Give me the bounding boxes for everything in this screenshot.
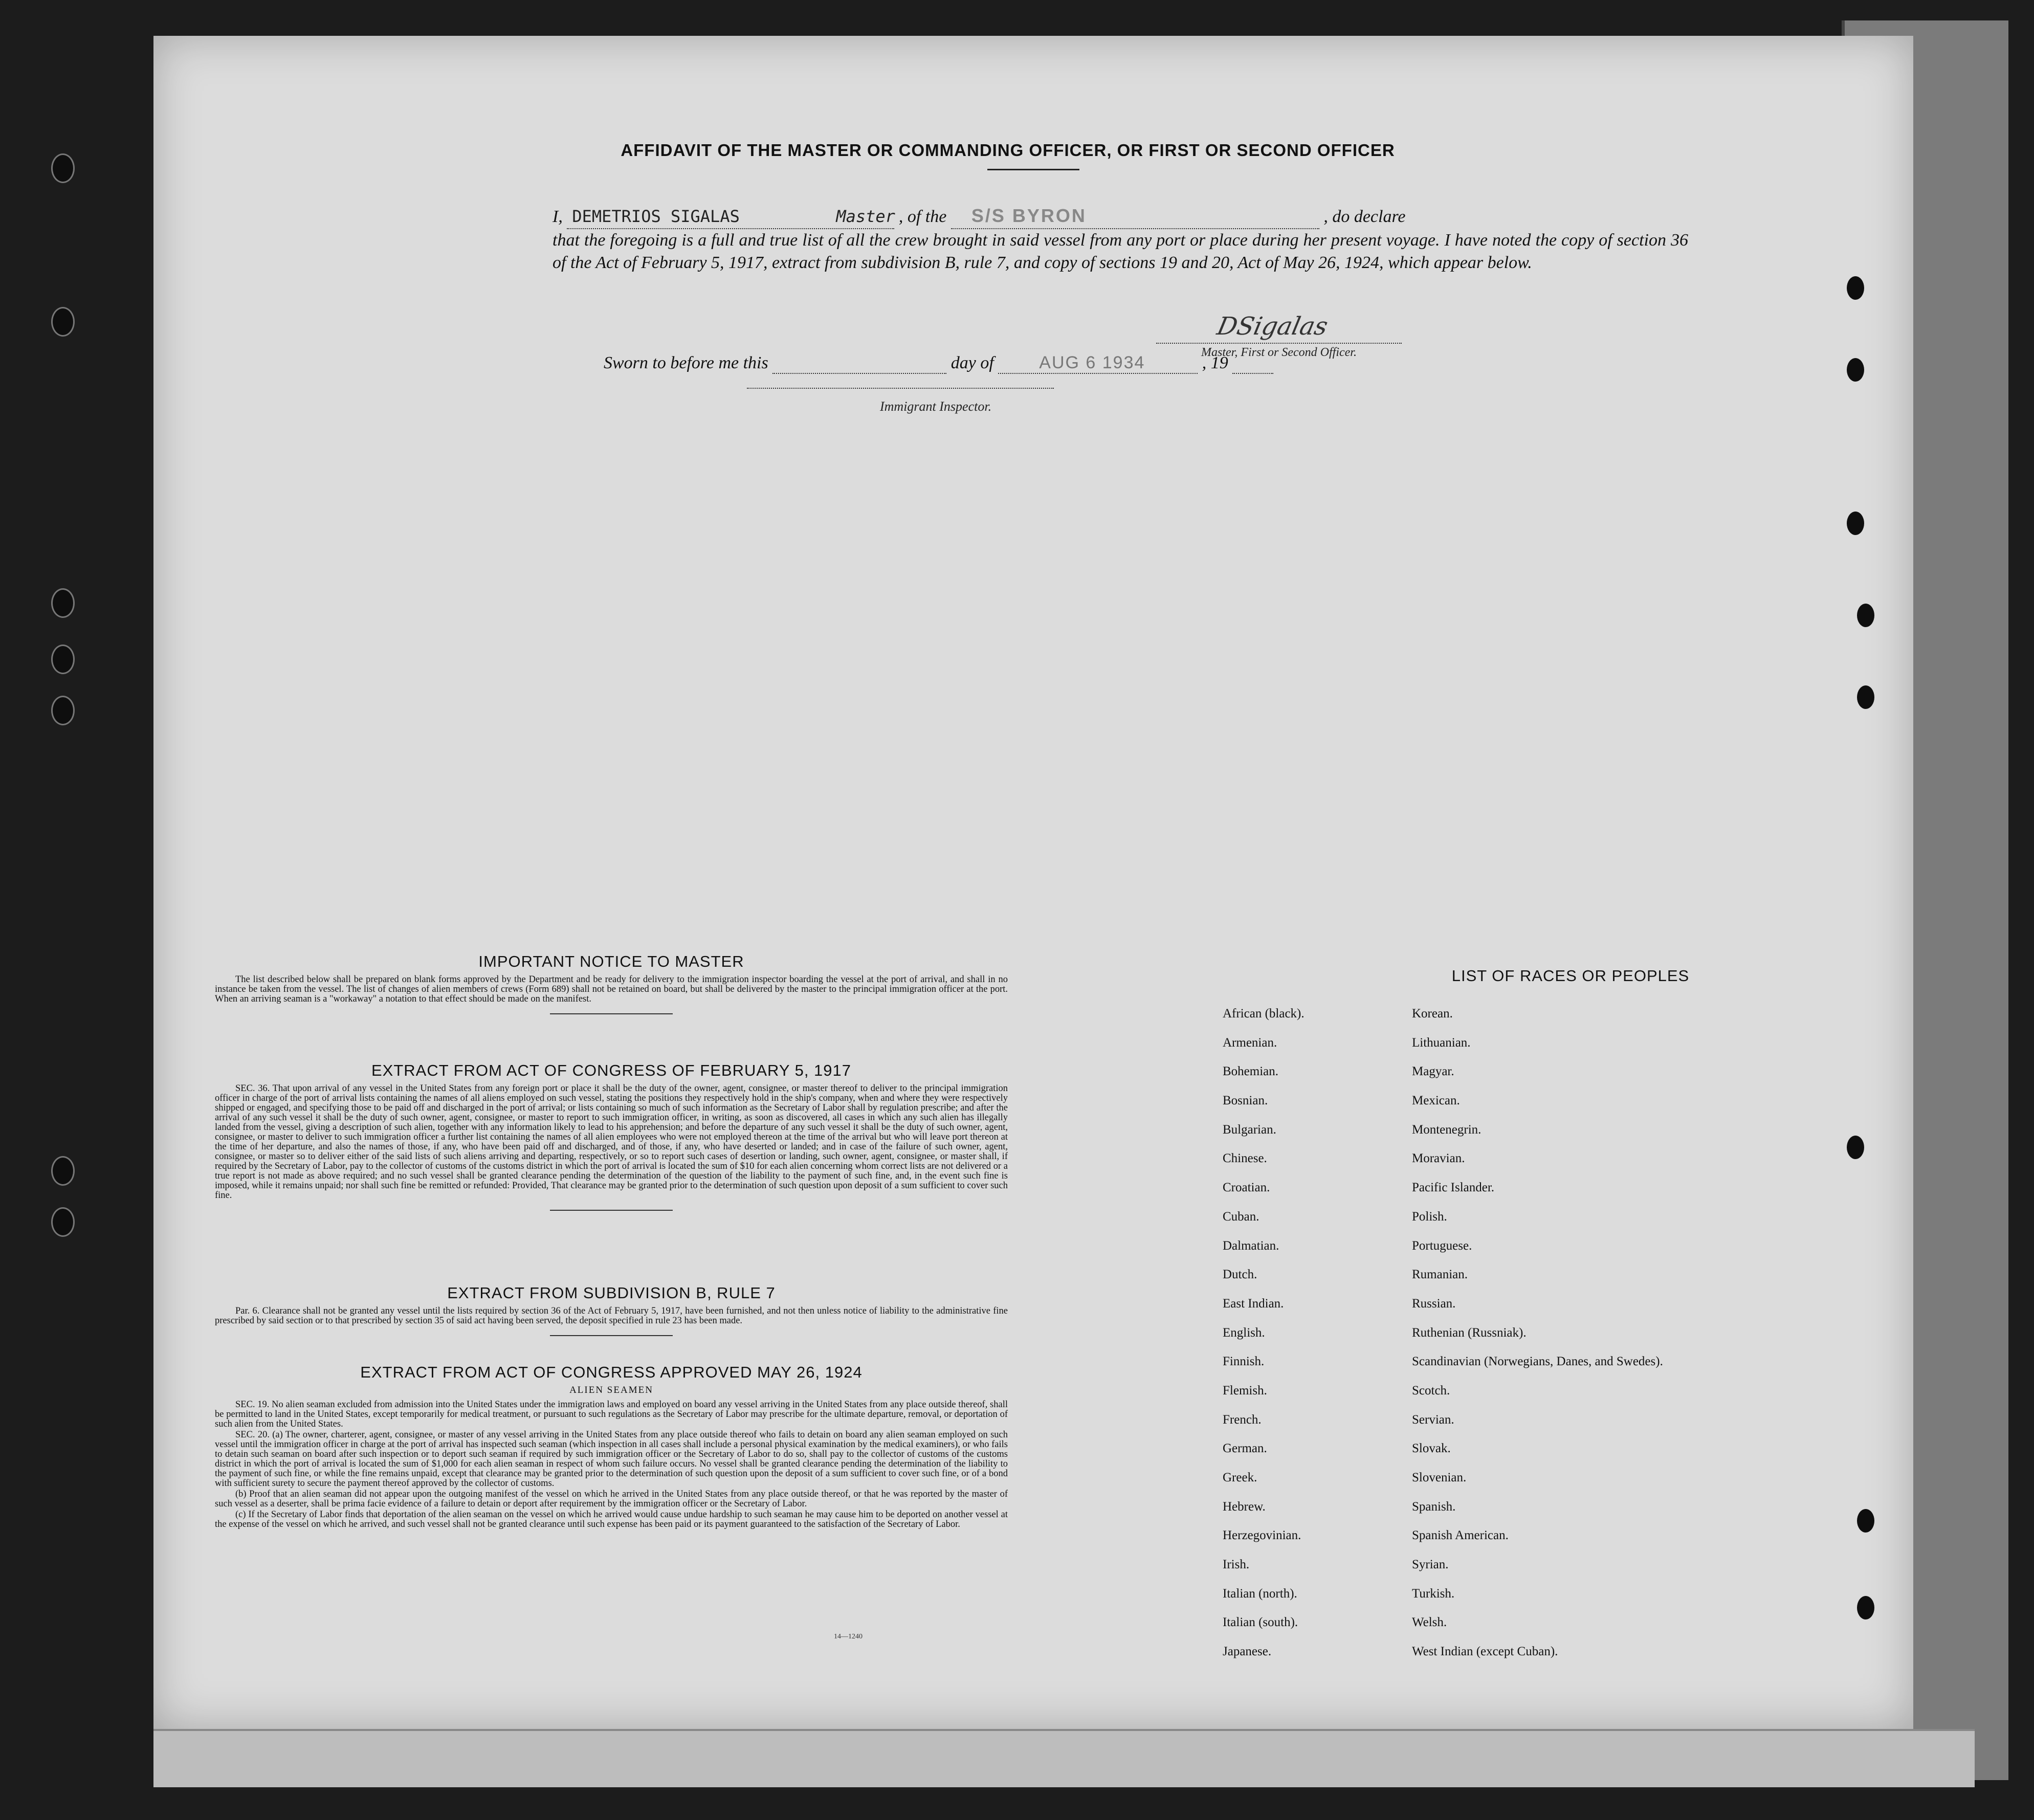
form-number: 14—1240 <box>834 1633 863 1640</box>
punch-hole <box>51 153 75 183</box>
race-item: African (black). <box>1223 1007 1305 1020</box>
race-item: Flemish. <box>1223 1383 1267 1397</box>
sworn-month-field <box>998 353 1198 374</box>
section-rule <box>550 1210 673 1211</box>
declare-label: , do declare <box>1323 207 1406 226</box>
section-rule <box>550 1013 673 1014</box>
notice-to-master <box>215 952 1008 1014</box>
race-item: Greek. <box>1223 1471 1257 1484</box>
section-rule <box>550 1335 673 1336</box>
day-of-label: day of <box>950 353 994 372</box>
punch-hole <box>51 307 75 337</box>
race-item: Portuguese. <box>1412 1238 1472 1253</box>
races-column-2 <box>1412 1007 1663 1674</box>
extract-1924-sec20b: (b) Proof that an alien seaman did not appear upon the outgoing manifest of the vessel on which he arrived in the United States from any place outside thereof, or that he was reported by the master of such vessel as a deserter, shall be prima facie evidence of a failure to detain or deport after requirement by the immigration officer or the Secretary of Labor. <box>215 1489 1008 1509</box>
title-rule <box>987 169 1079 170</box>
punch-hole <box>1857 685 1874 709</box>
extract-rule7-title: EXTRACT FROM SUBDIVISION B, RULE 7 <box>447 1284 776 1302</box>
sworn-line <box>604 353 1422 374</box>
punch-hole <box>1857 1509 1874 1533</box>
race-item: Bulgarian. <box>1223 1122 1276 1137</box>
punch-hole <box>1847 1136 1864 1159</box>
race-item: Croatian. <box>1223 1181 1270 1195</box>
extract-1924-sec20c: (c) If the Secretary of Labor finds that deportation of the alien seaman on the vessel on which he arrived would cause undue hardship to such seaman he may cause him to be deported on another vessel at the expense of the vessel on which he arrived, and such vessel shall not be granted clearance until such expense has been paid or its payment guaranteed to the satisfaction of the Secretary of Labor. <box>215 1510 1008 1529</box>
race-item: Ruthenian (Russniak). <box>1412 1325 1527 1340</box>
race-item: Slovak. <box>1412 1441 1451 1456</box>
notice-text: The list described below shall be prepared on blank forms approved by the Department and be ready for delivery to the immigration inspector boarding the vessel at the port of arrival, and shall in no instance be taken from the vessel. The list of changes of alien members of crews (Form 689) shall not be retained on board, but shall be delivered by the master to the principal immigration officer at the port. When an arriving seaman is a "workaway" a notation to that effect should be made on the manifest. <box>215 974 1008 1004</box>
race-item: Montenegrin. <box>1412 1122 1482 1137</box>
signature-caption: Master, First or Second Officer. <box>1201 346 1357 359</box>
punch-hole <box>1847 512 1864 535</box>
extract-1924-title: EXTRACT FROM ACT OF CONGRESS APPROVED MAY 26, 1924 <box>360 1363 863 1381</box>
extract-1917 <box>215 1061 1008 1211</box>
punch-hole <box>1847 358 1864 382</box>
races-title: LIST OF RACES OR PEOPLES <box>1451 967 1690 985</box>
punch-hole <box>51 696 75 725</box>
extract-1917-text: SEC. 36. That upon arrival of any vessel in the United States from any foreign port or place it shall be the duty of the owner, agent, consignee, or master thereof to deliver to the principal immigration officer in charge of the port of arrival lists containing the names of all aliens employed on such vessel, stating the positions they respectively hold in the ship's company, when and where they were respectively shipped or engaged, and specifying those to be paid off and discharged in the port of arrival; or lists containing so much of such information as the Secretary of Labor shall by regulation prescribe; and after the arrival of any such vessel it shall be the duty of such owner, agent, consignee, or master to report to such immigration officer, in writing, as soon as discovered, all cases in which any such alien has illegally landed from the vessel, giving a description of such alien, together with any information likely to lead to his apprehension; and before the departure of any such vessel it shall be the duty of such owner, agent, consignee, or master to deliver to such immigration officer a further list containing the names of all alien employees who were not employed thereon at the time of the arrival but who will leave port thereon at the time of her departure, and also the names of those, if any, who have been paid off and discharged, and of those, if any, who have deserted or landed; and in case of the failure of such owner, agent, consignee, or master so to deliver either of the said lists of such aliens arriving and departing, respectively, or so to report such cases of desertion or landing, such owner, agent, consignee, or master shall, if required by the Secretary of Labor, pay to the collector of customs of the customs district in which the port of arrival is located the sum of $10 for each alien concerning whom correct lists are not delivered or a true report is not made as above required; and no such vessel shall be granted clearance pending the determination of the question of the liability to the payment of such fine, and, in the event such fine is imposed, while it remains unpaid; nor shall such fine be remitted or refunded: Provided, That clearance may be granted prior to the determination of such question upon deposit of a sum sufficient to cover such fine. <box>215 1083 1008 1201</box>
race-item: Chinese. <box>1223 1151 1267 1166</box>
races-column-1 <box>1223 1007 1305 1674</box>
race-item: Bosnian. <box>1223 1094 1268 1108</box>
punch-hole <box>51 588 75 618</box>
race-item: Magyar. <box>1412 1064 1454 1079</box>
race-item: Dutch. <box>1223 1268 1257 1282</box>
signature-line <box>1156 312 1402 344</box>
race-item: West Indian (except Cuban). <box>1412 1645 1558 1659</box>
extract-rule7-text: Par. 6. Clearance shall not be granted any vessel until the lists required by section 36 of the Act of February 5, 1917, have been furnished, and not then unless notice of liability to the administrative fine prescribed by said section or to that prescribed by section 35 of said act having been served, the deposit specified in rule 23 has been made. <box>215 1306 1008 1326</box>
race-item: Mexican. <box>1412 1094 1460 1108</box>
race-item: Turkish. <box>1412 1586 1455 1601</box>
race-item: Welsh. <box>1412 1615 1447 1630</box>
sworn-prefix: Sworn to before me this <box>604 353 768 372</box>
race-item: French. <box>1223 1412 1262 1427</box>
race-item: Lithuanian. <box>1412 1035 1471 1050</box>
race-item: Italian (north). <box>1223 1586 1297 1601</box>
race-item: Korean. <box>1412 1007 1453 1020</box>
punch-hole <box>1857 604 1874 627</box>
extract-rule7 <box>215 1284 1008 1336</box>
punch-hole <box>1857 1596 1874 1619</box>
race-item: Polish. <box>1412 1209 1447 1224</box>
affidavit-body: that the foregoing is a full and true list of all the crew brought in said vessel from any port or place during her present voyage. I have noted the copy of section 36 of the Act of February 5, 1917, extract from subdivision B, rule 7, and copy of sections 19 and 20, Act of May 26, 1924, which appear below. <box>552 231 1688 272</box>
inspector-caption: Immigrant Inspector. <box>880 399 992 414</box>
punch-hole <box>1847 276 1864 300</box>
race-item: English. <box>1223 1325 1265 1340</box>
year-prefix: , 19 <box>1202 353 1228 372</box>
master-name-field <box>567 205 894 229</box>
race-item: Finnish. <box>1223 1355 1265 1369</box>
extract-1924-sec19: SEC. 19. No alien seaman excluded from admission into the United States under the immigration laws and employed on board any vessel arriving in the United States from any place outside thereof, shall be permitted to land in the United States, except temporarily for medical treatment, or pursuant to such regulations as the Secretary of Labor may prescribe for the ultimate departure, removal, or deportation of such alien from the United States. <box>215 1400 1008 1429</box>
master-name: DEMETRIOS SIGALAS <box>572 207 740 226</box>
race-item: Italian (south). <box>1223 1615 1298 1630</box>
extract-1924 <box>215 1363 1008 1529</box>
affidavit-first-line <box>552 205 1688 229</box>
date-stamp: AUG 6 1934 <box>1039 353 1145 372</box>
race-item: Rumanian. <box>1412 1268 1468 1282</box>
extract-1924-sec20a: SEC. 20. (a) The owner, charterer, agent, consignee, or master of any vessel arriving in the United States from any place outside thereof who fails to detain on board any alien seaman employed on such vessel until the immigration officer in charge at the port of arrival has inspected such seaman (which inspection in all cases shall include a personal physical examination by the medical examiners), or who fails to detain such seaman on board after such inspection or to deport such seaman if required by such immigration officer or the Secretary of Labor to do so, shall pay to the collector of customs of the customs district in which the port of arrival is located the sum of $1,000 for each alien seaman in respect of whom such failure occurs. No vessel shall be granted clearance pending the determination of the liability to the payment of such fine, or while the fine remains unpaid, except that clearance may be granted prior to the determination of such question upon the deposit of a sum sufficient to cover such fine, or of a bond with sufficient surety to secure the payment thereof approved by the collector of customs. <box>215 1430 1008 1489</box>
race-item: Armenian. <box>1223 1035 1277 1050</box>
race-item: Pacific Islander. <box>1412 1181 1495 1195</box>
affidavit-text <box>552 205 1688 274</box>
inspector-signature-line <box>747 388 1054 389</box>
punch-hole <box>51 1207 75 1237</box>
sworn-day-field <box>772 353 946 374</box>
notice-title: IMPORTANT NOTICE TO MASTER <box>478 952 744 970</box>
race-item: Servian. <box>1412 1412 1454 1427</box>
master-rank: Master <box>836 207 895 226</box>
race-item: Japanese. <box>1223 1645 1272 1659</box>
of-the-label: , of the <box>898 207 947 226</box>
race-item: Dalmatian. <box>1223 1238 1279 1253</box>
race-item: Slovenian. <box>1412 1471 1467 1484</box>
race-item: Spanish. <box>1412 1499 1456 1514</box>
race-item: East Indian. <box>1223 1296 1284 1311</box>
race-item: Syrian. <box>1412 1558 1449 1572</box>
document-page <box>153 36 1913 1729</box>
race-item: Hebrew. <box>1223 1499 1266 1514</box>
extract-1917-title: EXTRACT FROM ACT OF CONGRESS OF FEBRUARY 5, 1917 <box>371 1061 852 1079</box>
punch-hole <box>51 1156 75 1186</box>
vessel-name-stamp: S/S BYRON <box>971 205 1087 226</box>
race-item: German. <box>1223 1441 1267 1456</box>
race-item: Cuban. <box>1223 1209 1259 1224</box>
race-item: Moravian. <box>1412 1151 1465 1166</box>
sworn-year-field <box>1232 353 1273 374</box>
affidavit-lead: I, <box>552 207 563 226</box>
handwritten-signature: DSigalas <box>1214 312 1331 341</box>
race-item: Spanish American. <box>1412 1528 1509 1543</box>
race-item: Russian. <box>1412 1296 1456 1311</box>
race-item: Herzegovinian. <box>1223 1528 1301 1543</box>
extract-1924-subtitle: ALIEN SEAMEN <box>569 1385 653 1395</box>
affidavit-title: AFFIDAVIT OF THE MASTER OR COMMANDING OFFICER, OR FIRST OR SECOND OFFICER <box>621 141 1395 160</box>
vessel-name-field <box>951 205 1319 229</box>
punch-hole <box>51 645 75 674</box>
race-item: Scotch. <box>1412 1383 1450 1397</box>
race-item: Scandinavian (Norwegians, Danes, and Swedes). <box>1412 1355 1663 1369</box>
race-item: Irish. <box>1223 1558 1250 1572</box>
back-sheet-bottom <box>153 1729 1975 1787</box>
race-item: Bohemian. <box>1223 1064 1279 1079</box>
